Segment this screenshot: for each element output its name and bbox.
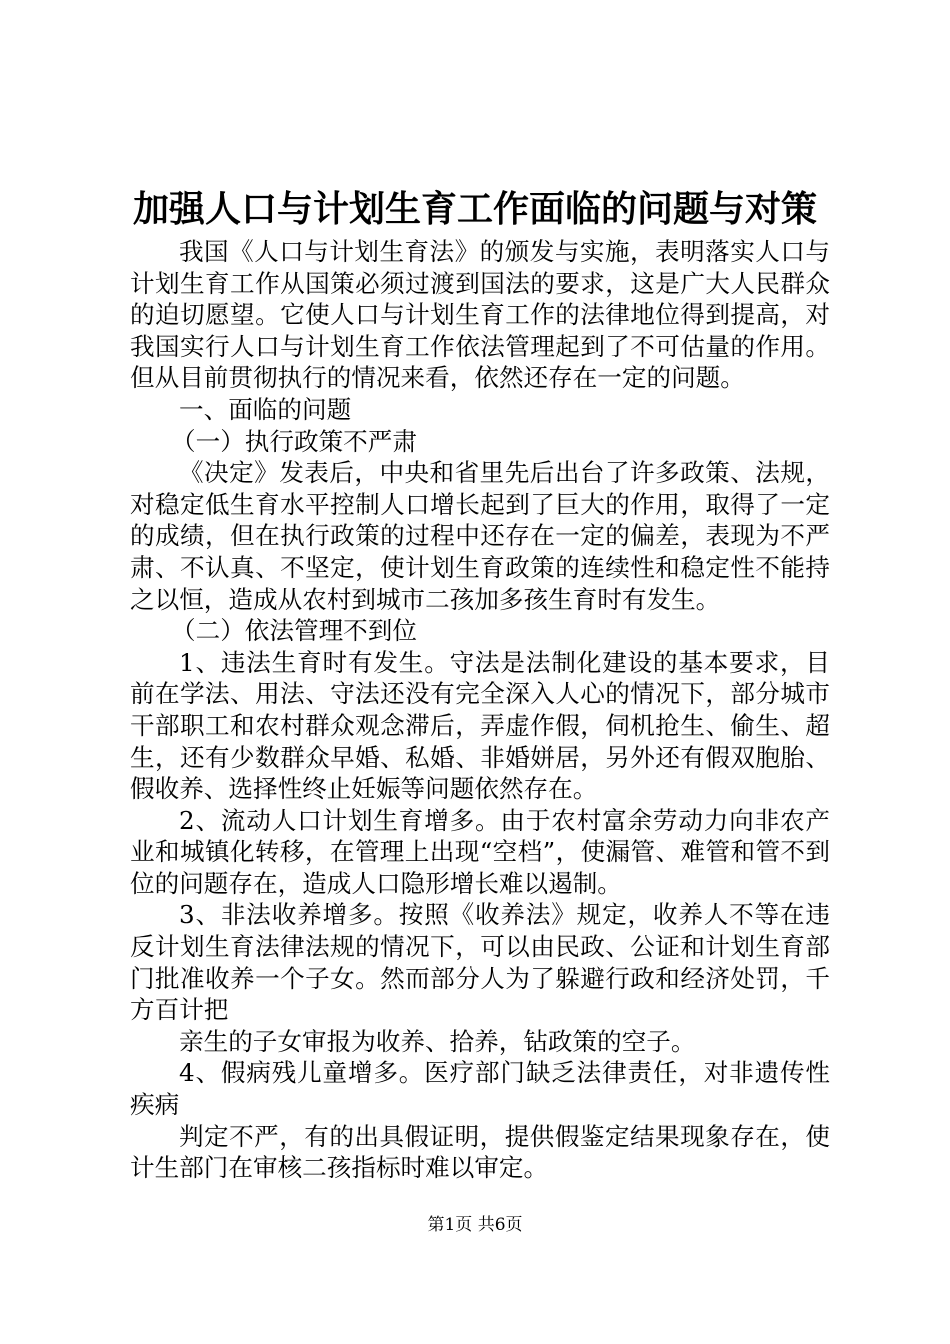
paragraph-item-2: 2、流动人口计划生育增多。由于农村富余劳动力向非农产业和城镇化转移，在管理上出现“空档”，使漏管、难管和管不到位的问题存在，造成人口隐形增长难以遏制。 <box>130 805 830 898</box>
paragraph-item-4-cont: 判定不严，有的出具假证明，提供假鉴定结果现象存在，使计生部门在审核二孩指标时难以审定。 <box>130 1121 830 1183</box>
paragraph-intro: 我国《人口与计划生育法》的颁发与实施，表明落实人口与计划生育工作从国策必须过渡到国法的要求，这是广大人民群众的迫切愿望。它使人口与计划生育工作的法律地位得到提高，对我国实行人口与计划生育工作依法管理起到了不可估量的作用。但从目前贯彻执行的情况来看，依然还存在一定的问题。 <box>130 237 830 393</box>
document-body <box>130 236 830 1184</box>
section-heading-problems: 一、面临的问题 <box>179 394 352 424</box>
subsection-heading-2: （二）依法管理不到位 <box>171 616 417 646</box>
subsection-heading-1: （一）执行政策不严肃 <box>171 426 417 456</box>
paragraph-item-3-cont: 亲生的子女审报为收养、拾养，钻政策的空子。 <box>179 1026 696 1056</box>
page-number-footer: 第1页 共6页 <box>427 1215 523 1235</box>
paragraph-policy: 《决定》发表后，中央和省里先后出台了许多政策、法规，对稳定低生育水平控制人口增长起到了巨大的作用，取得了一定的成绩，但在执行政策的过程中还存在一定的偏差，表现为不严肃、不认真、不坚定，使计划生育政策的连续性和稳定性不能持之以恒，造成从农村到城市二孩加多孩生育时有发生。 <box>130 458 830 614</box>
paragraph-item-1: 1、违法生育时有发生。守法是法制化建设的基本要求，目前在学法、用法、守法还没有完全深入人心的情况下，部分城市干部职工和农村群众观念滞后，弄虚作假，伺机抢生、偷生、超生，还有少数群众早婚、私婚、非婚姘居，另外还有假双胞胎、假收养、选择性终止妊娠等问题依然存在。 <box>130 647 830 804</box>
paragraph-item-3: 3、非法收养增多。按照《收养法》规定，收养人不等在违反计划生育法律法规的情况下，可以由民政、公证和计划生育部门批准收养一个子女。然而部分人为了躲避行政和经济处罚，千方百计把 <box>130 900 830 1025</box>
paragraph-item-4: 4、假病残儿童增多。医疗部门缺乏法律责任，对非遗传性疾病 <box>130 1058 830 1120</box>
document-title: 加强人口与计划生育工作面临的问题与对策 <box>132 188 817 230</box>
